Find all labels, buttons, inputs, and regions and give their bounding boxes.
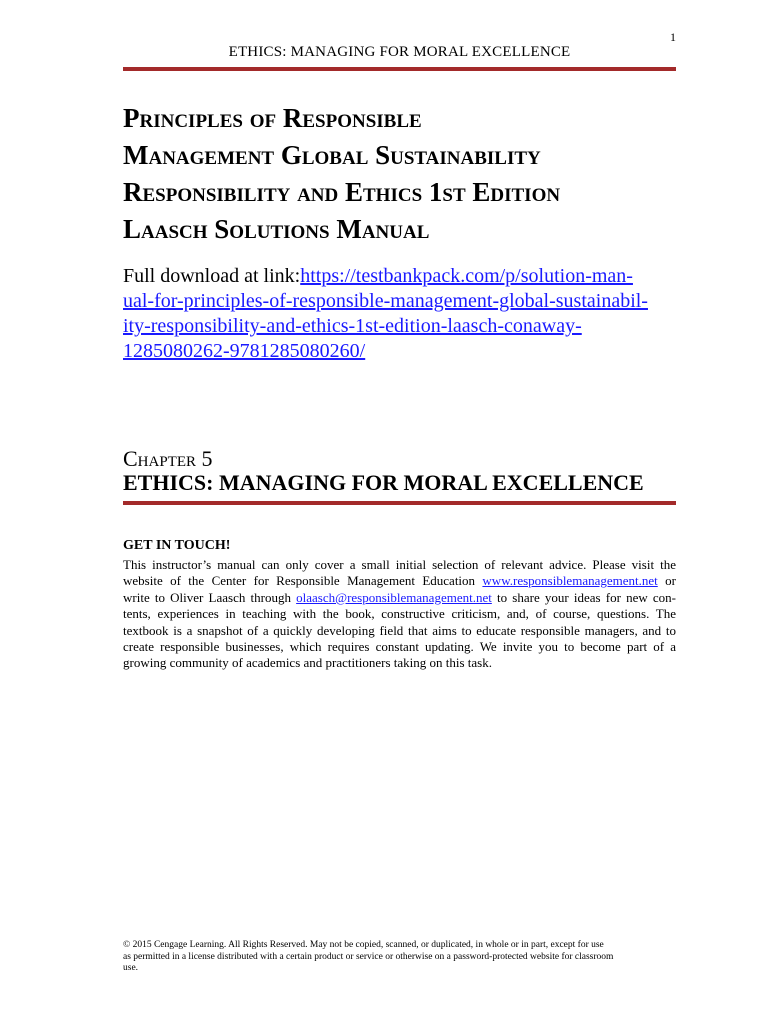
get-in-touch-paragraph bbox=[123, 557, 676, 672]
paragraph-text: or bbox=[657, 573, 676, 589]
page-number: 1 bbox=[670, 30, 676, 44]
download-link-line-2: ual-for-principles-of-responsible-management-global-sustainabil- bbox=[123, 290, 648, 312]
download-link[interactable] bbox=[123, 264, 683, 364]
document-title bbox=[123, 100, 683, 248]
footer-line: as permitted in a license distributed with a certain product or service or otherwise on a password-protected website for classroom bbox=[123, 951, 614, 962]
paragraph-text: write to Oliver Laasch through bbox=[123, 589, 297, 605]
email-link[interactable]: olaasch@responsiblemanagement.net bbox=[296, 589, 492, 605]
paragraph-text: to share your ideas for new con- bbox=[491, 589, 676, 605]
download-link-line-3: ity-responsibility-and-ethics-1st-edition-laasch-conaway- bbox=[123, 315, 582, 337]
paragraph-line: growing community of academics and practitioners taking on this task. bbox=[123, 655, 492, 671]
title-line: Laasch Solutions Manual bbox=[123, 214, 430, 244]
footer-line: © 2015 Cengage Learning. All Rights Reserved. May not be copied, scanned, or duplicated, in whole or in part, except for use bbox=[123, 940, 604, 950]
chapter-label: Chapter 5 bbox=[123, 446, 213, 471]
title-line: Principles of Responsible bbox=[123, 103, 422, 133]
paragraph-line bbox=[123, 590, 676, 606]
get-in-touch-heading: GET IN TOUCH! bbox=[123, 538, 231, 553]
paragraph-line: create responsible businesses, which requires constant updating. We invite you to become part of a bbox=[123, 639, 676, 655]
chapter-rule bbox=[123, 501, 676, 505]
running-header: ETHICS: MANAGING FOR MORAL EXCELLENCE bbox=[228, 44, 571, 60]
paragraph-line: This instructor’s manual can only cover a small initial selection of relevant advice. Please visit the bbox=[123, 557, 676, 572]
download-link-text: https://testbankpack.com/p/solution-man- bbox=[300, 265, 633, 287]
website-link[interactable]: www.responsiblemanagement.net bbox=[482, 573, 658, 589]
copyright-footer bbox=[123, 940, 683, 975]
paragraph-line: tents, experiences in teaching with the book, constructive criticism, and, of course, questions. The bbox=[123, 606, 676, 622]
paragraph-line: textbook is a snapshot of a quickly developing field that aims to educate responsible managers, and to bbox=[123, 622, 676, 638]
chapter-title: ETHICS: MANAGING FOR MORAL EXCELLENCE bbox=[123, 470, 644, 495]
paragraph-line bbox=[123, 573, 676, 589]
title-line: Management Global Sustainability bbox=[123, 140, 541, 170]
footer-line: use. bbox=[123, 963, 139, 973]
title-line: Responsibility and Ethics 1st Edition bbox=[123, 177, 561, 207]
download-link-line-4: 1285080262-9781285080260/ bbox=[123, 340, 366, 362]
download-paragraph bbox=[123, 264, 683, 364]
paragraph-text: website of the Center for Responsible Management Education bbox=[123, 573, 483, 589]
download-prefix: Full download at link: bbox=[123, 265, 301, 287]
download-link-line-1 bbox=[123, 264, 683, 289]
header-rule bbox=[123, 67, 676, 71]
